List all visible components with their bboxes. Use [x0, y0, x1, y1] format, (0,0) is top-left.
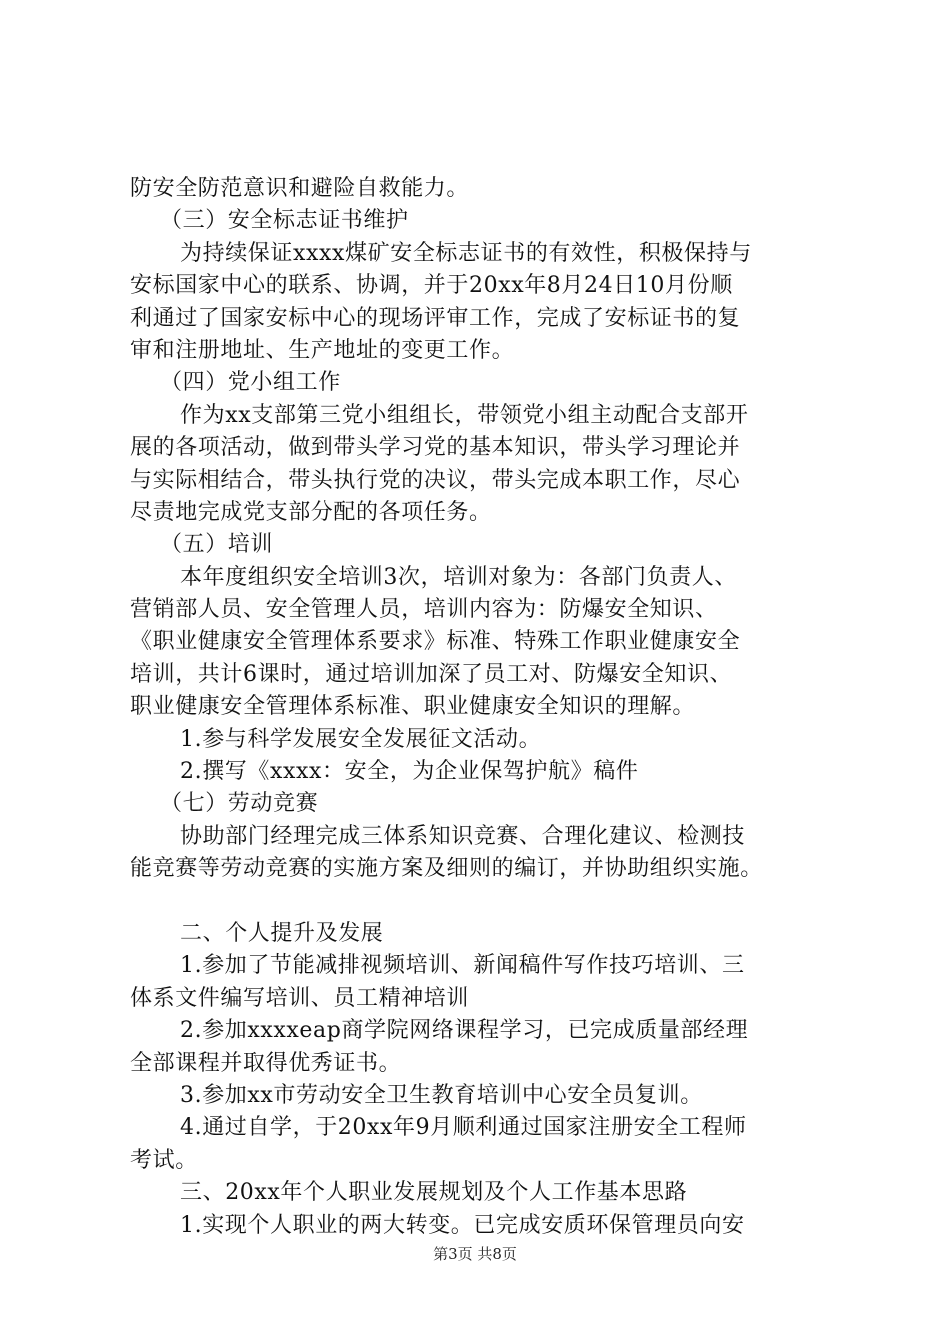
section-heading: （七）劳动竞赛 — [160, 791, 319, 817]
list-item: 2.参加xxxxeap商学院网络课程学习，已完成质量部经理 — [180, 1018, 749, 1044]
text-line: 审和注册地址、生产地址的变更工作。 — [130, 337, 515, 363]
list-item: 4.通过自学，于20xx年9月顺利通过国家注册安全工程师 — [180, 1115, 747, 1141]
text-line: 安标国家中心的联系、协调，并于20xx年8月24日10月份顺 — [130, 273, 733, 299]
list-item: 1.实现个人职业的两大转变。已完成安质环保管理员向安 — [180, 1212, 745, 1238]
section-heading: （五）培训 — [160, 532, 274, 558]
text-line: 与实际相结合，带头执行党的决议，带头完成本职工作，尽心 — [130, 467, 741, 493]
section-heading: （三）安全标志证书维护 — [160, 208, 409, 234]
document-body — [130, 173, 834, 1242]
section-heading: 二、个人提升及发展 — [180, 920, 384, 946]
blank-line — [130, 886, 834, 918]
text-line: 考试。 — [130, 1147, 198, 1173]
text-line: 尽责地完成党支部分配的各项任务。 — [130, 499, 492, 525]
text-line: 作为xx支部第三党小组组长，带领党小组主动配合支部开 — [180, 402, 749, 428]
text-line: 培训，共计6课时，通过培训加深了员工对、防爆安全知识、 — [130, 661, 733, 687]
text-line: 防安全防范意识和避险自救能力。 — [130, 176, 470, 201]
text-line: 体系文件编写培训、员工精神培训 — [130, 985, 470, 1011]
list-item: 1.参加了节能减排视频培训、新闻稿件写作技巧培训、三 — [180, 953, 745, 979]
list-item: 3.参加xx市劳动安全卫生教育培训中心安全员复训。 — [180, 1082, 703, 1108]
list-item: 1.参与科学发展安全发展征文活动。 — [180, 726, 542, 752]
text-line: 职业健康安全管理体系标准、职业健康安全知识的理解。 — [130, 694, 696, 720]
page-number-footer: 第3页 共8页 — [433, 1245, 517, 1263]
text-line: 《职业健康安全管理体系要求》标准、特殊工作职业健康安全 — [130, 629, 741, 655]
text-line: 全部课程并取得优秀证书。 — [130, 1050, 402, 1076]
section-heading: （四）党小组工作 — [160, 370, 341, 396]
section-heading: 三、20xx年个人职业发展规划及个人工作基本思路 — [180, 1180, 688, 1206]
text-line: 能竞赛等劳动竞赛的实施方案及细则的编订，并协助组织实施。 — [130, 856, 763, 882]
text-line: 本年度组织安全培训3次，培训对象为：各部门负责人、 — [180, 564, 737, 590]
text-line: 营销部人员、安全管理人员，培训内容为：防爆安全知识、 — [130, 597, 718, 623]
text-line: 展的各项活动，做到带头学习党的基本知识，带头学习理论并 — [130, 435, 741, 461]
list-item: 2.撰写《xxxx：安全，为企业保驾护航》稿件 — [180, 759, 639, 785]
text-line: 为持续保证xxxx煤矿安全标志证书的有效性，积极保持与 — [180, 240, 752, 266]
text-line: 利通过了国家安标中心的现场评审工作，完成了安标证书的复 — [130, 305, 741, 331]
text-line: 协助部门经理完成三体系知识竞赛、合理化建议、检测技 — [180, 823, 746, 849]
